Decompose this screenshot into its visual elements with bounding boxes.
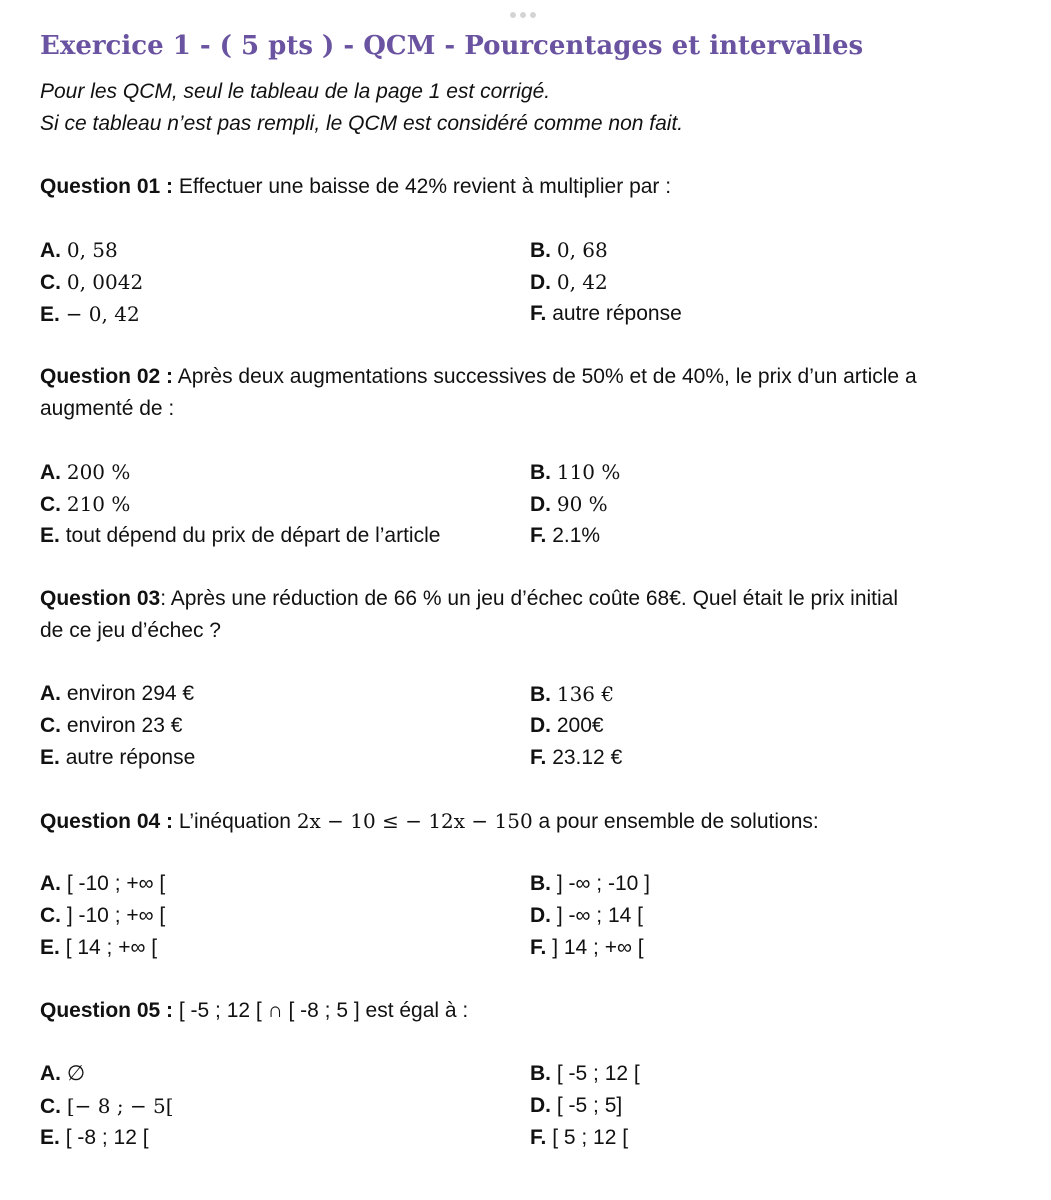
answer-option-d[interactable] [530,900,1020,932]
spacer [40,425,1020,456]
answer-row [40,710,1020,742]
spacer [40,140,1020,171]
option-letter: F. [530,746,547,769]
answer-option-d[interactable] [530,266,1020,298]
option-letter: E. [40,524,60,547]
answer-option-a[interactable] [40,678,530,710]
question-2-stem [40,361,1020,393]
spacer [40,203,1020,234]
option-letter: D. [530,271,551,294]
answer-option-a[interactable] [40,234,530,266]
answer-option-a[interactable] [40,456,530,488]
option-value: 136 € [556,682,615,706]
option-letter: D. [530,1094,551,1117]
option-letter: A. [40,682,61,705]
question-label: Question 04 : [40,810,174,833]
option-letter: B. [530,872,551,895]
option-letter: C. [40,714,61,737]
spacer [40,552,1020,583]
question-label: Question 02 : [40,365,174,388]
spacer [40,647,1020,678]
option-value: environ 294 € [66,682,195,705]
spacer [40,964,1020,995]
answer-option-f[interactable] [530,1122,1020,1154]
option-value: ] -∞ ; 14 [ [556,904,644,927]
answer-option-c[interactable] [40,1090,530,1122]
option-value: tout dépend du prix de départ de l’article [65,524,441,547]
option-letter: B. [530,239,551,262]
option-letter: A. [40,1062,61,1085]
answer-option-b[interactable] [530,868,1020,900]
exercise-title: Exercice 1 - ( 5 pts ) - QCM - Pourcentages et intervalles [40,31,864,61]
answer-row [40,520,1020,552]
answer-row [40,266,1020,298]
option-letter: E. [40,303,60,326]
option-value: ∅ [66,1062,86,1085]
option-value: 200 % [66,460,131,484]
question-1-stem [40,171,1020,203]
option-value: [ -10 ; +∞ [ [66,872,166,895]
option-letter: F. [530,302,547,325]
option-letter: C. [40,271,61,294]
intro-line: Si ce tableau n’est pas rempli, le QCM est considéré comme non fait. [40,112,684,135]
question-text: : Après une réduction de 66 % un jeu d’échec coûte 68€. Quel était le prix initial [160,587,899,610]
question-label: Question 01 : [40,175,174,198]
option-letter: B. [530,461,551,484]
answer-option-f[interactable] [530,520,1020,552]
answer-option-b[interactable] [530,1058,1020,1090]
option-letter: A. [40,872,61,895]
option-value: 90 % [556,492,608,516]
answer-option-f[interactable] [530,298,1020,330]
answer-option-e[interactable] [40,1122,530,1154]
answer-row [40,900,1020,932]
drag-handle[interactable] [510,12,536,18]
answer-row [40,456,1020,488]
option-letter: E. [40,746,60,769]
option-letter: C. [40,1095,61,1118]
answer-option-c[interactable] [40,710,530,742]
option-value: ] 14 ; +∞ [ [552,936,644,959]
option-value: − 0, 42 [65,302,140,326]
option-value: 0, 42 [556,270,608,294]
option-letter: B. [530,1062,551,1085]
exercise-body [40,76,1020,1154]
question-3-stem [40,583,1020,615]
answer-option-d[interactable] [530,710,1020,742]
answer-option-a[interactable] [40,868,530,900]
option-value: [ -5 ; 5] [556,1094,623,1117]
option-letter: D. [530,493,551,516]
answer-row [40,234,1020,266]
answer-row [40,1122,1020,1154]
spacer [40,1027,1020,1058]
option-letter: F. [530,1126,547,1149]
option-letter: D. [530,904,551,927]
option-value: ] -10 ; +∞ [ [66,904,166,927]
option-value: autre réponse [552,302,682,325]
answer-row [40,488,1020,520]
question-4-stem [40,805,1020,837]
option-letter: E. [40,1126,60,1149]
question-5-stem [40,995,1020,1027]
answer-option-e[interactable] [40,520,530,552]
answer-option-c[interactable] [40,900,530,932]
option-value: autre réponse [65,746,196,769]
option-letter: E. [40,936,60,959]
option-letter: F. [530,524,547,547]
answer-option-c[interactable] [40,266,530,298]
option-value: 2.1% [552,524,601,547]
option-value: [ 5 ; 12 [ [552,1126,629,1149]
question-text: Effectuer une baisse de 42% revient à multiplier par : [173,175,672,198]
answer-option-d[interactable] [530,488,1020,520]
option-value: [ 14 ; +∞ [ [65,936,158,959]
option-value: [− 8 ; − 5[ [66,1094,174,1118]
answer-row [40,868,1020,900]
answer-option-b[interactable] [530,678,1020,710]
option-value: 200€ [556,714,604,737]
spacer [40,774,1020,805]
option-value: 23.12 € [552,746,623,769]
answer-option-c[interactable] [40,488,530,520]
answer-option-d[interactable] [530,1090,1020,1122]
option-value: 210 % [66,492,131,516]
answer-row [40,1090,1020,1122]
question-text: a pour ensemble de solutions: [532,810,819,833]
option-letter: C. [40,904,61,927]
answer-option-e[interactable] [40,932,530,964]
question-text: [ -5 ; 12 [ ∩ [ -8 ; 5 ] est égal à : [173,999,469,1022]
answer-row [40,678,1020,710]
answer-row [40,742,1020,774]
answer-option-f[interactable] [530,932,1020,964]
question-text-continued: augmenté de : [40,397,175,420]
option-letter: A. [40,461,61,484]
answer-option-e[interactable] [40,298,530,330]
question-text: Après deux augmentations successives de 50% et de 40%, le prix d’un article a [173,365,917,388]
intro-line: Pour les QCM, seul le tableau de la page 1 est corrigé. [40,80,551,103]
option-value: 0, 0042 [66,270,144,294]
option-value: 0, 68 [556,238,608,262]
answer-option-b[interactable] [530,234,1020,266]
question-text-continued: de ce jeu d’échec ? [40,619,221,642]
answer-row [40,1058,1020,1090]
option-value: environ 23 € [66,714,183,737]
option-value: 0, 58 [66,238,118,262]
question-label: Question 05 : [40,999,174,1022]
option-value: [ -5 ; 12 [ [556,1062,640,1085]
answer-option-e[interactable] [40,742,530,774]
question-label: Question 03 [40,587,161,610]
answer-row [40,932,1020,964]
inequation: 2x − 10 ≤ − 12x − 150 [296,809,533,833]
question-text: L’inéquation [173,810,297,833]
option-letter: B. [530,683,551,706]
option-letter: A. [40,239,61,262]
answer-row [40,298,1020,330]
spacer [40,330,1020,361]
option-letter: F. [530,936,547,959]
option-value: ] -∞ ; -10 ] [556,872,651,895]
spacer [40,837,1020,868]
answer-option-b[interactable] [530,456,1020,488]
option-letter: C. [40,493,61,516]
option-value: [ -8 ; 12 [ [65,1126,149,1149]
option-value: 110 % [556,460,621,484]
answer-option-f[interactable] [530,742,1020,774]
answer-option-a[interactable] [40,1058,530,1090]
option-letter: D. [530,714,551,737]
